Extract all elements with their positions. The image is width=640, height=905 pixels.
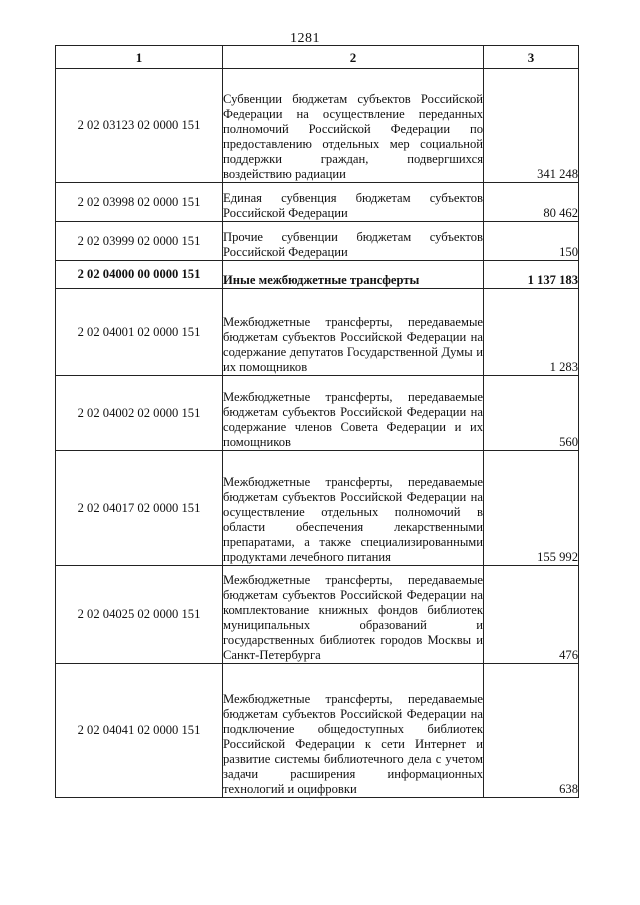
- budget-code: 2 02 04041 02 0000 151: [56, 664, 223, 798]
- header-row: [56, 46, 579, 69]
- column-header-code: 1: [56, 46, 223, 69]
- table-row: [56, 376, 579, 451]
- budget-code: 2 02 04002 02 0000 151: [56, 376, 223, 451]
- table-row-total: [56, 261, 579, 289]
- budget-code: 2 02 04025 02 0000 151: [56, 566, 223, 664]
- budget-amount: 155 992: [484, 451, 579, 566]
- budget-description-text: Межбюджетные трансферты, передаваемые бюджетам субъектов Российской Федерации на комплектование книжных фондов библиотек муниципальных образований и государственных библиотек городов Москвы и Санкт-Петербурга: [223, 573, 483, 662]
- budget-description: [223, 261, 484, 289]
- column-header-amount: 3: [484, 46, 579, 69]
- budget-description: [223, 376, 484, 451]
- budget-description-text: Межбюджетные трансферты, передаваемые бюджетам субъектов Российской Федерации на подключение общедоступных библиотек Российской Федерации к сети Интернет и развитие системы библиотечного дела с учетом задачи расширения информационных технологий и оцифровки: [223, 692, 483, 796]
- budget-code: 2 02 04017 02 0000 151: [56, 451, 223, 566]
- budget-description-text: Межбюджетные трансферты, передаваемые бюджетам субъектов Российской Федерации на содержание членов Совета Федерации и их помощников: [223, 390, 483, 449]
- budget-description-text: Межбюджетные трансферты, передаваемые бюджетам субъектов Российской Федерации на содержание депутатов Государственной Думы и их помощников: [223, 315, 483, 374]
- budget-code: 2 02 03999 02 0000 151: [56, 222, 223, 261]
- budget-amount: 638: [484, 664, 579, 798]
- budget-description: [223, 566, 484, 664]
- budget-amount: 1 137 183: [484, 261, 579, 289]
- budget-amount: 1 283: [484, 289, 579, 376]
- budget-code: 2 02 03998 02 0000 151: [56, 183, 223, 222]
- table-row: [56, 222, 579, 261]
- budget-description: [223, 664, 484, 798]
- table-header: [56, 46, 579, 69]
- table-body: [56, 69, 579, 798]
- budget-description: [223, 69, 484, 183]
- budget-amount: 560: [484, 376, 579, 451]
- budget-description: [223, 183, 484, 222]
- budget-description: [223, 222, 484, 261]
- budget-description-text: Прочие субвенции бюджетам субъектов Российской Федерации: [223, 230, 483, 259]
- budget-description: [223, 289, 484, 376]
- budget-description-text: Единая субвенция бюджетам субъектов Российской Федерации: [223, 191, 483, 220]
- budget-description-text: Субвенции бюджетам субъектов Российской Федерации на осуществление переданных полномочий Российской Федерации по предоставлению отдельных мер социальной поддержки граждан, подвергшихся воздействию радиации: [223, 92, 483, 181]
- budget-amount: 476: [484, 566, 579, 664]
- table-row: [56, 289, 579, 376]
- table-row: [56, 664, 579, 798]
- budget-code: 2 02 03123 02 0000 151: [56, 69, 223, 183]
- budget-amount: 341 248: [484, 69, 579, 183]
- table-row: [56, 451, 579, 566]
- table-row: [56, 183, 579, 222]
- budget-description-text: Межбюджетные трансферты, передаваемые бюджетам субъектов Российской Федерации на осуществление отдельных полномочий в области обеспечения лекарственными препаратами, а также специализированными продуктами лечебного питания: [223, 475, 483, 564]
- budget-code: 2 02 04000 00 0000 151: [56, 261, 223, 289]
- table-row: [56, 69, 579, 183]
- budget-amount: 150: [484, 222, 579, 261]
- column-header-description: 2: [223, 46, 484, 69]
- budget-description-text: Иные межбюджетные трансферты: [223, 273, 420, 287]
- budget-code: 2 02 04001 02 0000 151: [56, 289, 223, 376]
- table-row: [56, 566, 579, 664]
- budget-amount: 80 462: [484, 183, 579, 222]
- page-number: 1281: [290, 31, 320, 46]
- budget-table: [55, 45, 579, 798]
- budget-description: [223, 451, 484, 566]
